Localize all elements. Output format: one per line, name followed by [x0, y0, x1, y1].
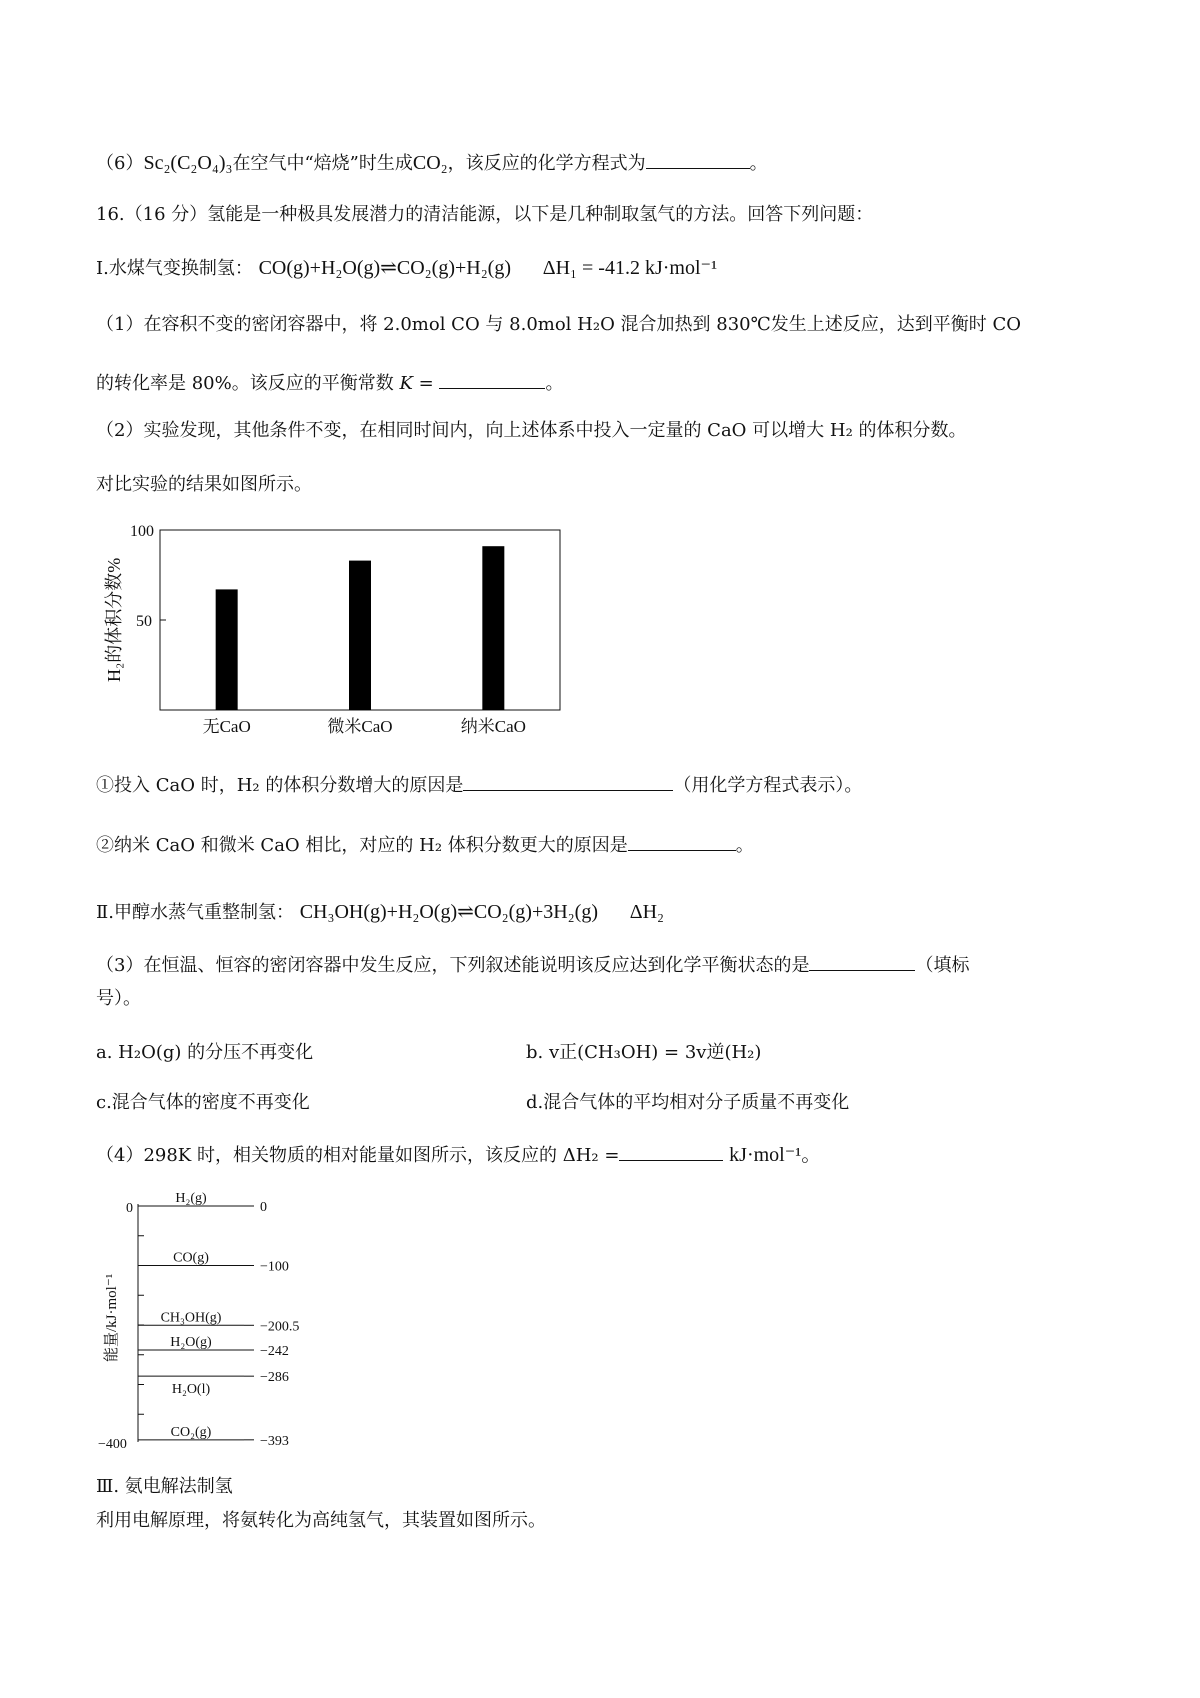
p2-line1: （2）实验发现，其他条件不变，在相同时间内，向上述体系中投入一定量的 CaO 可以增大 H₂ 的体积分数。: [96, 420, 967, 441]
part2-dh: ΔH₂: [629, 901, 664, 923]
q6-product: CO₂: [412, 152, 448, 174]
bar-3: [482, 546, 504, 710]
p1-k-blank[interactable]: [439, 370, 545, 389]
chart-ytick-100: 100: [130, 523, 154, 540]
energy-value-4: −242: [260, 1343, 289, 1359]
energy-value-1: 0: [260, 1200, 267, 1215]
part3-text: 利用电解原理，将氨转化为高纯氢气，其装置如图所示。: [96, 1510, 546, 1531]
p2-line2: 对比实验的结果如图所示。: [96, 474, 312, 495]
energy-species-4: H₂O(g): [170, 1334, 212, 1350]
energy-value-2: −100: [260, 1259, 289, 1275]
p1-line2: 的转化率是 80%。该反应的平衡常数 K = 。: [96, 370, 563, 395]
chart-ylabel: H₂的体积分数%: [104, 557, 124, 682]
energy-y-zero: 0: [126, 1201, 133, 1216]
p4-line: （4）298K 时，相关物质的相对能量如图所示，该反应的 ΔH₂ = kJ·mol⁻¹。: [96, 1144, 822, 1166]
p1-line1: （1）在容积不变的密闭容器中，将 2.0mol CO 与 8.0mol H₂O 混合加热到 830℃发生上述反应，达到平衡时 CO: [96, 314, 1022, 335]
p3-option-a: a. H₂O(g) 的分压不再变化: [96, 1042, 314, 1063]
category-label-1: 无CaO: [202, 717, 251, 736]
part1-dh: ΔH₁ = -41.2 kJ·mol⁻¹: [542, 257, 718, 279]
energy-species-3: CH₃OH(g): [160, 1310, 222, 1326]
q2b-line: ②纳米 CaO 和微米 CaO 相比，对应的 H₂ 体积分数更大的原因是 。: [96, 832, 754, 857]
q6-line: （6）Sc₂(C₂O₄)₃在空气中“焙烧”时生成CO₂，该反应的化学方程式为 。: [96, 152, 768, 174]
energy-value-3: −200.5: [260, 1319, 300, 1335]
category-label-3: 纳米CaO: [460, 717, 526, 736]
q6-formula: Sc₂(C₂O₄)₃: [143, 152, 233, 174]
p3-option-d: d.混合气体的平均相对分子质量不再变化: [526, 1092, 850, 1113]
q2a-line: ①投入 CaO 时，H₂ 的体积分数增大的原因是 （用化学方程式表示）。: [96, 772, 862, 797]
q16-heading: 16.（16 分）氢能是一种极具发展潜力的清洁能源，以下是几种制取氢气的方法。回答下列问题：: [96, 204, 874, 225]
p3-line2: 号）。: [96, 988, 141, 1009]
part1-title: Ⅰ.水煤气变换制氢： CO(g)+H₂O(g)⇌CO₂(g)+H₂(g) ΔH₁ = -41.2 kJ·mol⁻¹: [96, 257, 718, 279]
energy-value-5: −286: [260, 1370, 289, 1386]
bar-1: [216, 589, 238, 710]
p3-line1: （3）在恒温、恒容的密闭容器中发生反应，下列叙述能说明该反应达到化学平衡状态的是 （填标: [96, 952, 969, 977]
energy-species-1: H₂(g): [175, 1191, 207, 1206]
energy-ylabel: 能量/kJ·mol⁻¹: [104, 1273, 120, 1362]
part2-title: Ⅱ.甲醇水蒸气重整制氢： CH₃OH(g)+H₂O(g)⇌CO₂(g)+3H₂(g) ΔH₂: [96, 901, 664, 923]
q2b-answer-blank[interactable]: [628, 832, 736, 851]
q2a-answer-blank[interactable]: [463, 772, 673, 791]
energy-species-5: H₂O(l): [171, 1382, 211, 1398]
part1-reaction: CO(g)+H₂O(g)⇌CO₂(g)+H₂(g): [258, 257, 511, 279]
category-label-2: 微米CaO: [327, 717, 393, 736]
energy-species-2: CO(g): [173, 1250, 209, 1266]
p3-answer-blank[interactable]: [809, 952, 915, 971]
p4-answer-blank[interactable]: [619, 1142, 723, 1161]
energy-species-6: CO₂(g): [170, 1424, 212, 1440]
energy-value-6: −393: [260, 1433, 289, 1449]
q6-answer-blank[interactable]: [646, 150, 750, 169]
energy-level-diagram: [94, 1186, 334, 1456]
part3-title: Ⅲ. 氨电解法制氢: [96, 1476, 233, 1497]
energy-y-min: −400: [98, 1437, 127, 1452]
bar-2: [349, 561, 371, 710]
p3-option-c: c.混合气体的密度不再变化: [96, 1092, 310, 1113]
part2-reaction: CH₃OH(g)+H₂O(g)⇌CO₂(g)+3H₂(g): [299, 901, 598, 923]
chart-ytick-50: 50: [136, 613, 152, 630]
h2-fraction-bar-chart: [90, 512, 590, 742]
p3-option-b: b. v正(CH₃OH) = 3v逆(H₂): [526, 1042, 762, 1063]
